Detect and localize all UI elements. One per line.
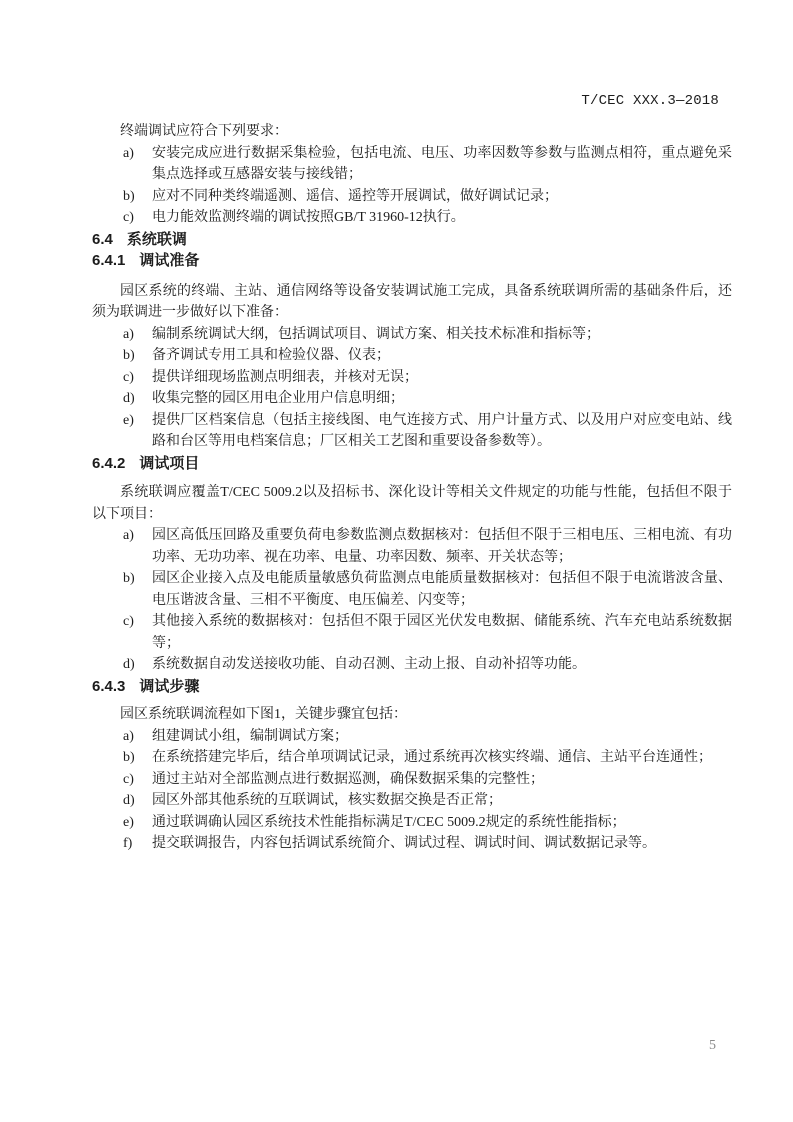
section-6-4-2-paragraph: 系统联调应覆盖T/CEC 5009.2以及招标书、深化设计等相关文件规定的功能与性能，包括但不限于以下项目： bbox=[92, 485, 732, 522]
section-heading-6-4 bbox=[92, 229, 732, 251]
list-item-text: 电力能效监测终端的调试按照GB/T 31960-12执行。 bbox=[152, 210, 465, 225]
list-item-text: 其他接入系统的数据核对：包括但不限于园区光伏发电数据、储能系统、汽车充电站系统数据等； bbox=[152, 614, 732, 651]
list-item-text: 安装完成应进行数据采集检验，包括电流、电压、功率因数等参数与监测点相符，重点避免采集点选择或互感器安装与接线错； bbox=[152, 145, 732, 182]
list-item bbox=[92, 324, 732, 346]
section-6-4-2-list bbox=[92, 525, 732, 676]
list-item-text: 备齐调试专用工具和检验仪器、仪表； bbox=[152, 348, 390, 363]
list-item-label: e) bbox=[123, 814, 134, 830]
list-item-text: 园区外部其他系统的互联调试，核实数据交换是否正常； bbox=[152, 793, 502, 808]
list-item-label: d) bbox=[123, 793, 135, 808]
list-item-text: 编制系统调试大纲，包括调试项目、调试方案、相关技术标准和指标等； bbox=[152, 326, 600, 342]
list-item-label: a) bbox=[123, 528, 134, 543]
list-item-label: d) bbox=[123, 391, 135, 406]
list-item-text: 通过主站对全部监测点进行数据巡测，确保数据采集的完整性； bbox=[152, 771, 544, 787]
list-item-text: 在系统搭建完毕后，结合单项调试记录，通过系统再次核实终端、通信、主站平台连通性； bbox=[152, 750, 712, 765]
list-item bbox=[92, 143, 732, 186]
list-item-label: b) bbox=[123, 750, 135, 765]
list-item-label: a) bbox=[123, 145, 134, 161]
list-item-label: a) bbox=[123, 326, 134, 342]
list-item-text: 提供详细现场监测点明细表，并核对无误； bbox=[152, 369, 418, 385]
intro-list bbox=[92, 143, 732, 229]
page-number: 5 bbox=[709, 1038, 716, 1053]
list-item-label: c) bbox=[123, 210, 134, 225]
list-item bbox=[92, 812, 732, 834]
section-title: 系统联调 bbox=[126, 230, 187, 248]
list-item-label: b) bbox=[123, 348, 135, 363]
list-item-label: c) bbox=[123, 614, 134, 629]
list-item bbox=[92, 790, 732, 812]
list-item bbox=[92, 410, 732, 453]
list-item bbox=[92, 654, 732, 676]
section-title: 调试准备 bbox=[139, 252, 200, 269]
list-item-label: a) bbox=[123, 728, 134, 744]
list-item-text: 应对不同种类终端遥测、遥信、遥控等开展调试，做好调试记录； bbox=[152, 188, 558, 204]
list-item-label: b) bbox=[123, 188, 135, 204]
section-title: 调试项目 bbox=[139, 454, 200, 472]
list-item-label: f) bbox=[123, 836, 133, 851]
list-item-text: 园区企业接入点及电能质量敏感负荷监测点电能质量数据核对：包括但不限于电流谐波含量、电压谐波含量、三相不平衡度、电压偏差、闪变等； bbox=[152, 571, 732, 608]
section-number: 6.4 bbox=[92, 230, 113, 248]
list-item-text: 收集完整的园区用电企业用户信息明细； bbox=[152, 391, 404, 406]
list-item-label: c) bbox=[123, 369, 134, 385]
intro-lead: 终端调试应符合下列要求： bbox=[120, 124, 288, 139]
list-item bbox=[92, 388, 732, 410]
list-item-text: 系统数据自动发送接收功能、自动召测、主动上报、自动补招等功能。 bbox=[152, 657, 586, 672]
section-6-4-3-paragraph: 园区系统联调流程如下图1，关键步骤宜包括： bbox=[120, 707, 407, 722]
list-item-label: c) bbox=[123, 771, 134, 787]
list-item bbox=[92, 207, 732, 229]
section-heading-6-4-2 bbox=[92, 453, 732, 475]
list-item-text: 通过联调确认园区系统技术性能指标满足T/CEC 5009.2规定的系统性能指标； bbox=[152, 814, 626, 830]
list-item-text: 提交联调报告，内容包括调试系统简介、调试过程、调试时间、调试数据记录等。 bbox=[152, 836, 656, 851]
section-heading-6-4-3 bbox=[92, 676, 732, 698]
section-number: 6.4.2 bbox=[92, 454, 126, 472]
list-item bbox=[92, 345, 732, 367]
list-item bbox=[92, 367, 732, 389]
section-number: 6.4.3 bbox=[92, 677, 126, 695]
list-item-text: 园区高低压回路及重要负荷电参数监测点数据核对：包括但不限于三相电压、三相电流、有功功率、无功功率、视在功率、电量、功率因数、频率、开关状态等； bbox=[152, 528, 732, 565]
list-item bbox=[92, 726, 732, 748]
document-content bbox=[92, 121, 732, 855]
list-item-label: e) bbox=[123, 412, 134, 428]
list-item bbox=[92, 568, 732, 611]
list-item bbox=[92, 769, 732, 791]
section-6-4-3-list bbox=[92, 726, 732, 855]
section-6-4-1-list bbox=[92, 324, 732, 453]
list-item bbox=[92, 747, 732, 769]
list-item bbox=[92, 833, 732, 855]
list-item bbox=[92, 611, 732, 654]
list-item-text: 提供厂区档案信息（包括主接线图、电气连接方式、用户计量方式、以及用户对应变电站、线路和台区等用电档案信息；厂区相关工艺图和重要设备参数等）。 bbox=[152, 412, 732, 449]
list-item bbox=[92, 186, 732, 208]
section-title: 调试步骤 bbox=[139, 677, 200, 695]
standard-code-header: T/CEC XXX.3—2018 bbox=[581, 93, 719, 109]
list-item bbox=[92, 525, 732, 568]
section-heading-6-4-1 bbox=[92, 250, 732, 272]
section-6-4-1-paragraph: 园区系统的终端、主站、通信网络等设备安装调试施工完成，具备系统联调所需的基础条件后，还须为联调进一步做好以下准备： bbox=[92, 283, 732, 320]
list-item-label: d) bbox=[123, 657, 135, 672]
list-item-label: b) bbox=[123, 571, 135, 586]
section-number: 6.4.1 bbox=[92, 252, 126, 269]
list-item-text: 组建调试小组，编制调试方案； bbox=[152, 728, 348, 744]
